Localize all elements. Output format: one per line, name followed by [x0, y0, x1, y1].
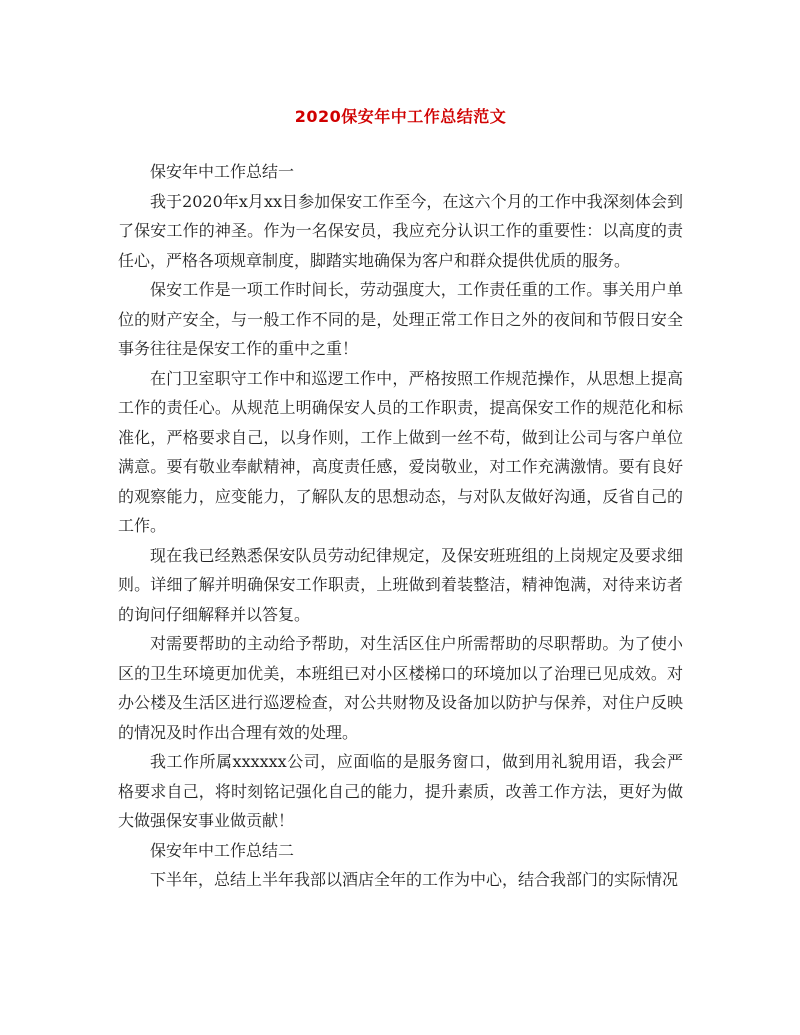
paragraph: 下半年，总结上半年我部以酒店全年的工作为中心，结合我部门的实际情况 — [150, 870, 679, 889]
paragraph: 我工作所属xxxxxx公司，应面临的是服务窗口，做到用礼貌用语，我会严格要求自己，将时刻铭记强化自己的能力，提升素质，改善工作方法，更好为做大做强保安事业做贡献！ — [118, 752, 683, 830]
paragraph: 我于2020年x月xx日参加保安工作至今，在这六个月的工作中我深刻体会到了保安工作的神圣。作为一名保安员，我应充分认识工作的重要性：以高度的责任心，严格各项规章制度，脚踏实地确保为客户和群众提供优质的服务。 — [118, 191, 683, 270]
section-heading: 保安年中工作总结一 — [150, 162, 295, 181]
paragraph: 保安工作是一项工作时间长，劳动强度大，工作责任重的工作。事关用户单位的财产安全，与一般工作不同的是，处理正常工作日之外的夜间和节假日安全事务往往是保安工作的重中之重！ — [118, 280, 683, 358]
paragraph: 现在我已经熟悉保安队员劳动纪律规定，及保安班班组的上岗规定及要求细则。详细了解并明确保安工作职责，上班做到着装整洁，精神饱满，对待来访者的询问仔细解释并以答复。 — [118, 545, 683, 624]
document-title: 2020保安年中工作总结范文 — [294, 107, 507, 126]
document-page — [118, 0, 683, 1035]
paragraph: 在门卫室职守工作中和巡逻工作中，严格按照工作规范操作，从思想上提高工作的责任心。从规范上明确保安人员的工作职责，提高保安工作的规范化和标准化，严格要求自己，以身作则，工作上做到一丝不苟，做到让公司与客户单位满意。要有敬业奉献精神，高度责任感，爱岗敬业，对工作充满激情。要有良好的观察能力，应变能力，了解队友的思想动态，与对队友做好沟通，反省自己的工作。 — [118, 368, 683, 535]
paragraph: 对需要帮助的主动给予帮助，对生活区住户所需帮助的尽职帮助。为了使小区的卫生环境更加优美，本班组已对小区楼梯口的环境加以了治理已见成效。对办公楼及生活区进行巡逻检查，对公共财物及设备加以防护与保养，对住户反映的情况及时作出合理有效的处理。 — [118, 634, 683, 742]
section-heading: 保安年中工作总结二 — [150, 840, 295, 860]
document-body — [118, 157, 683, 895]
